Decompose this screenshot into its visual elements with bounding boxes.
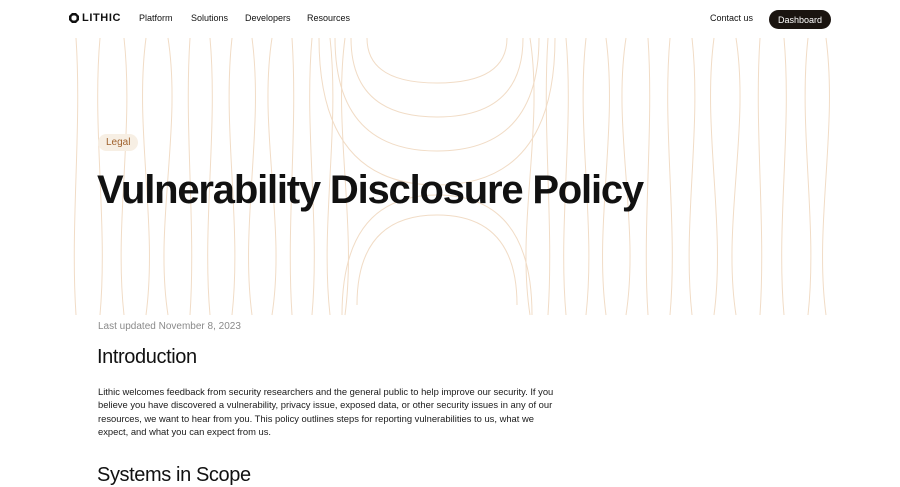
nav-platform[interactable]: Platform: [139, 13, 173, 23]
dashboard-button[interactable]: Dashboard: [769, 10, 831, 29]
systems-in-scope-heading: Systems in Scope: [97, 464, 251, 486]
category-tag[interactable]: Legal: [98, 134, 138, 151]
page-title: Vulnerability Disclosure Policy: [97, 168, 643, 212]
nav-resources[interactable]: Resources: [307, 13, 351, 23]
site-header: [0, 0, 900, 38]
lithic-logo-icon: [69, 13, 79, 23]
introduction-heading: Introduction: [97, 346, 197, 368]
logo[interactable]: [69, 12, 121, 24]
contact-us-link[interactable]: Contact us: [710, 13, 754, 23]
nav-developers[interactable]: Developers: [245, 13, 291, 23]
introduction-paragraph: Lithic welcomes feedback from security researchers and the general public to help improve our security. If you believe you have discovered a vulnerability, privacy issue, exposed data, or other security issues in any of our resources, we want to hear from you. This policy outlines steps for reporting vulnerabilities to us, what we expect, and what you can expect from us.: [98, 386, 554, 438]
last-updated: Last updated November 8, 2023: [98, 321, 241, 332]
logo-text: LITHIC: [82, 12, 122, 24]
nav-solutions[interactable]: Solutions: [191, 13, 229, 23]
